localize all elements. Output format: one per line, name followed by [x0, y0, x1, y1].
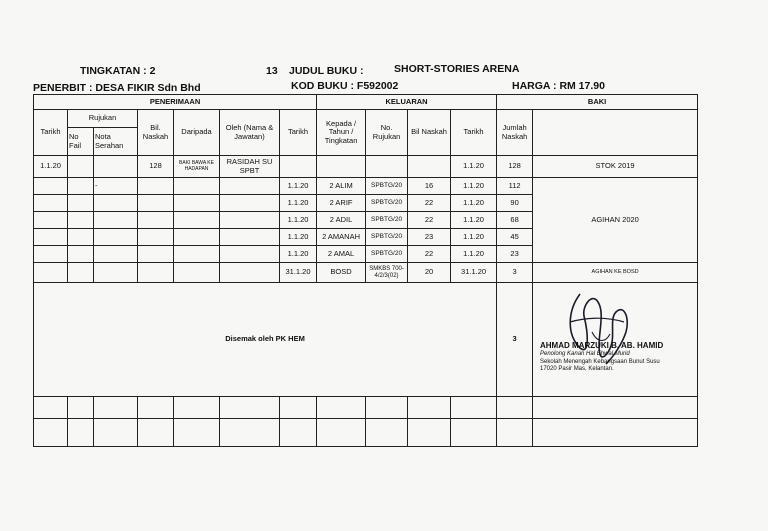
- table-row: 1.1.20 2 AMANAH SPBTG/20 23 1.1.20 45: [34, 229, 698, 246]
- col-nota-serahan: Nota Serahan: [94, 128, 138, 156]
- kod-buku-label: KOD BUKU : F592002: [291, 80, 399, 92]
- signatory-address: 17020 Pasir Mas, Kelantan.: [540, 366, 614, 372]
- col-catatan: [533, 110, 698, 156]
- signatory-name: AHMAD MARZUKI B. AB. HAMID: [540, 341, 664, 350]
- col-bil-naskah: Bil. Naskah: [138, 110, 174, 156]
- col-no-rujukan: No. Rujukan: [366, 110, 408, 156]
- catatan-bosd: AGIHAN KE BOSD: [533, 263, 698, 283]
- signatory-title: Penolong Kanan Hal Ehwal Murid: [540, 351, 630, 357]
- col-no-fail: No Fail: [68, 128, 94, 156]
- baki-akhir: 3: [497, 283, 533, 397]
- stock-table: [33, 94, 698, 447]
- judul-label: JUDUL BUKU :: [289, 65, 364, 77]
- tingkatan-label: TINGKATAN : 2: [80, 65, 156, 77]
- harga-label: HARGA : RM 17.90: [512, 80, 605, 92]
- signatory-school: Sekolah Menengah Kebangsaan Bunut Susu: [540, 358, 660, 365]
- table-row: 1.1.20 128 BAKI BAWA KE HADAPAN RASIDAH SU SPBT 1.1.20 128 STOK 2019: [34, 156, 698, 178]
- col-kepada: Kepada / Tahun / Tingkatan: [317, 110, 366, 156]
- section-keluaran: KELUARAN: [317, 95, 497, 110]
- table-row: 31.1.20 BOSD SMKBS 700-4/2/3(02) 20 31.1.20 3 AGIHAN KE BOSD: [34, 263, 698, 283]
- table-row: 1.1.20 2 ARIF SPBTG/20 22 1.1.20 90: [34, 195, 698, 212]
- col-rujukan: Rujukan: [68, 110, 138, 128]
- catatan-agihan: AGIHAN 2020: [533, 178, 698, 263]
- section-penerimaan: PENERIMAAN: [34, 95, 317, 110]
- col-tarikh: Tarikh: [34, 110, 68, 156]
- table-row: [34, 397, 698, 419]
- col-tarikh-keluaran: Tarikh: [280, 110, 317, 156]
- col-tarikh-baki: Tarikh: [451, 110, 497, 156]
- section-baki: BAKI: [497, 95, 698, 110]
- penerbit-label: PENERBIT : DESA FIKIR Sdn Bhd: [33, 82, 201, 94]
- judul-value: SHORT-STORIES ARENA: [394, 63, 520, 75]
- table-row: 1.1.20 2 AMAL SPBTG/20 22 1.1.20 23: [34, 246, 698, 263]
- section-header-row: [34, 95, 698, 110]
- table-row: 1.1.20 2 ADIL SPBTG/20 22 1.1.20 68: [34, 212, 698, 229]
- column-header-row-1: [34, 110, 698, 128]
- disemak-label: Disemak oleh PK HEM: [34, 283, 497, 397]
- book-number: 13: [266, 65, 278, 77]
- table-row: [34, 419, 698, 447]
- col-daripada: Daripada: [174, 110, 220, 156]
- col-bil-naskah-keluaran: Bil Naskah: [408, 110, 451, 156]
- table-row: - 1.1.20 2 ALIM SPBTG/20 16 1.1.20 112 AGIHAN 2020: [34, 178, 698, 195]
- signature-stamp: [540, 341, 675, 374]
- col-jumlah-naskah: Jumlah Naskah: [497, 110, 533, 156]
- col-oleh: Oleh (Nama & Jawatan): [220, 110, 280, 156]
